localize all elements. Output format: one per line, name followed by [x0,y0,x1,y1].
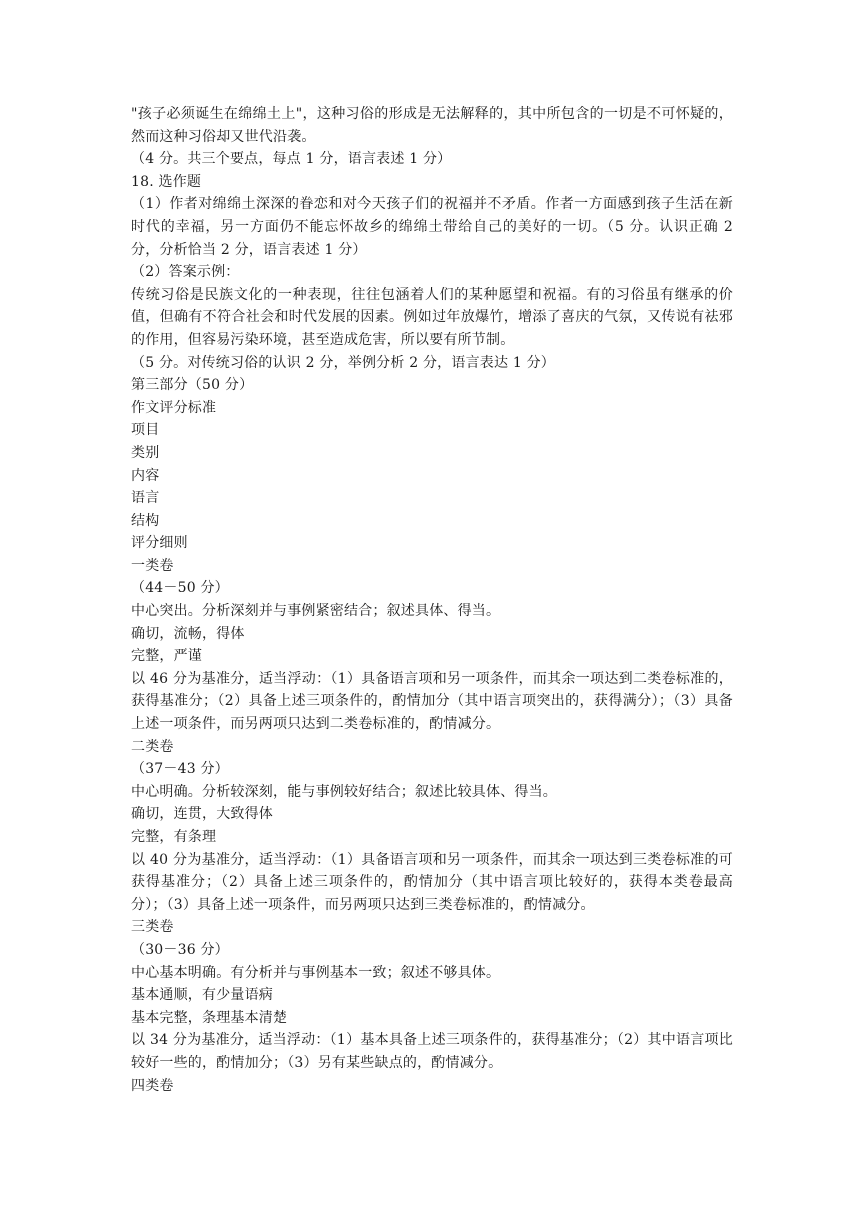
question-heading: 18. 选作题 [131,173,202,190]
table-cell: 项目 [131,422,160,439]
paragraph: "孩子必须诞生在绵绵土上"，这种习俗的形成是无法解释的，其中所包含的一切是不可怀疑的，然而这种习俗却又世代沿袭。 [131,106,733,145]
paragraph: （1）作者对绵绵土深深的眷恋和对今天孩子们的祝福并不矛盾。作者一方面感到孩子生活在新时代的幸福，另一方面仍不能忘怀故乡的绵绵土带给自己的美好的一切。（5 分。认识正确 2 分，分析恰当 2 分，语言表述 1 分） [131,196,733,258]
table-cell: 以 46 分为基准分，适当浮动：（1）具备语言项和另一项条件，而其余一项达到二类卷标准的，获得基准分；（2）具备上述三项条件的，酌情加分（其中语言项突出的，获得满分）；（3）具备上述一项条件，而另两项只达到二类卷标准的，酌情减分。 [131,670,733,733]
table-cell: 内容 [131,467,160,484]
table-cell: 中心明确。分析较深刻，能与事例较好结合；叙述比较具体、得当。 [131,783,557,800]
table-cell: 确切，流畅，得体 [131,625,245,642]
table-cell: 评分细则 [131,535,188,552]
grade-range: （37－43 分） [131,761,229,778]
grade-label: 一类卷 [131,557,174,574]
grade-range: （44－50 分） [131,580,229,597]
table-cell: 基本通顺，有少量语病 [131,987,273,1004]
paragraph: （2）答案示例： [131,264,240,281]
section-heading: 作文评分标准 [131,399,217,416]
table-cell: 中心突出。分析深刻并与事例紧密结合；叙述具体、得当。 [131,603,501,620]
grade-range: （30－36 分） [131,941,229,958]
grade-label: 三类卷 [131,919,174,936]
table-cell: 基本完整，条理基本清楚 [131,1009,288,1026]
table-cell: 中心基本明确。有分析并与事例基本一致；叙述不够具体。 [131,964,501,981]
table-cell: 完整，有条理 [131,829,217,845]
score-note: （5 分。对传统习俗的认识 2 分，举例分析 2 分，语言表达 1 分） [131,354,555,371]
table-cell: 类别 [131,444,160,461]
table-cell: 语言 [131,490,160,507]
section-heading: 第三部分（50 分） [131,377,254,394]
table-cell: 结构 [131,512,160,529]
score-note: （4 分。共三个要点，每点 1 分，语言表述 1 分） [131,151,452,168]
table-cell: 确切，连贯，大致得体 [131,806,273,823]
grade-label: 四类卷 [131,1077,174,1094]
grade-label: 二类卷 [131,738,174,755]
table-cell: 完整，严谨 [131,648,202,665]
table-cell: 以 34 分为基准分，适当浮动：（1）基本具备上述三项条件的，获得基准分；（2）其中语言项比较好一些的，酌情加分；（3）另有某些缺点的，酌情减分。 [131,1032,733,1071]
document-body [131,103,733,1097]
paragraph: 传统习俗是民族文化的一种表现，往往包涵着人们的某种愿望和祝福。有的习俗虽有继承的价值，但确有不符合社会和时代发展的因素。例如过年放爆竹，增添了喜庆的气氛，又传说有祛邪的作用，但容易污染环境，甚至造成危害，所以要有所节制。 [131,286,733,348]
table-cell: 以 40 分为基准分，适当浮动：（1）具备语言项和另一项条件，而其余一项达到三类卷标准的可获得基准分；（2）具备上述三项条件的，酌情加分（其中语言项比较好的，获得本类卷最高分）；（3）具备上述一项条件，而另两项只达到三类卷标准的，酌情减分。 [131,851,733,913]
